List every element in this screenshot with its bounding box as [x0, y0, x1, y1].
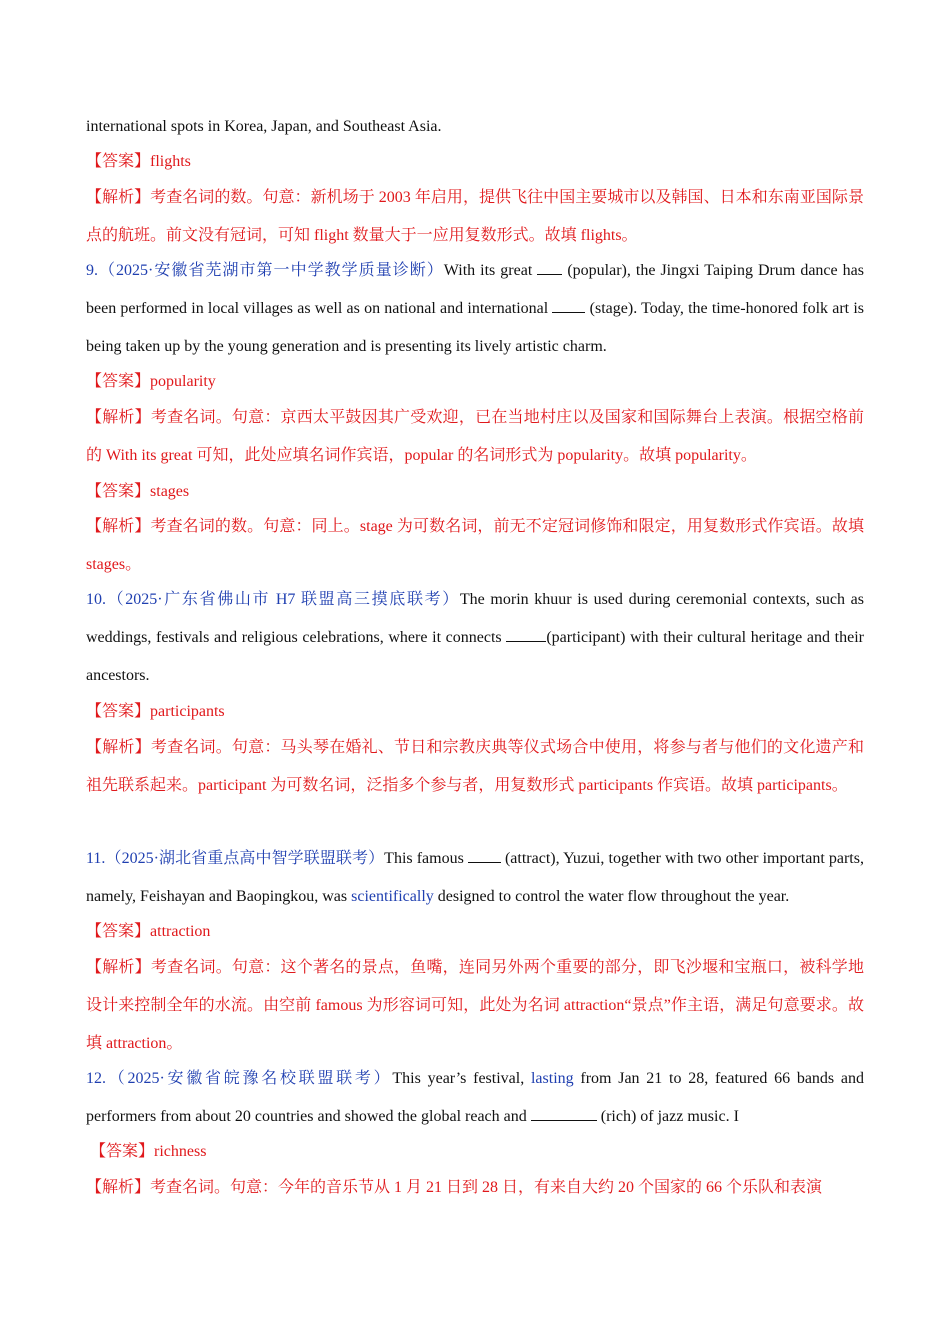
- question-number: 11.: [86, 850, 106, 867]
- analysis-tag: 【解析】: [86, 1179, 151, 1196]
- question-text: (rich) of jazz music. I: [596, 1108, 739, 1125]
- question-number: 9.: [86, 262, 98, 279]
- q12-answer-row: [90, 1141, 880, 1163]
- answer-blank: [468, 848, 501, 863]
- analysis-tag: 【解析】: [86, 518, 151, 535]
- question-text: (popular), the Jingxi Taiping Drum dance has been performed in local villages as well as on national and international: [86, 262, 864, 317]
- question-text: The morin khuur is used during ceremonial contexts, such as weddings, festivals and religious celebrations, where it connects: [86, 591, 864, 646]
- answer-tag: 【答案】: [86, 373, 151, 390]
- analysis-text: 考查名词的数。句意：新机场于 2003 年启用，提供飞往中国主要城市以及韩国、日本和东南亚国际景点的航班。前文没有冠词，可知 flight 数量大于一应用复数形式。故填 flights。: [86, 189, 864, 244]
- q9-answer-row-1: [86, 371, 876, 393]
- q11-analysis: [86, 949, 864, 1063]
- answer-tag: 【答案】: [90, 1143, 155, 1160]
- analysis-text: 考查名词。句意：京西太平鼓因其广受欢迎，已在当地村庄以及国家和国际舞台上表演。根据空格前的 With its great 可知，此处应填名词作宾语，popular 的名词形式为 popularity。故填 popularity。: [86, 409, 864, 464]
- analysis-tag: 【解析】: [86, 409, 151, 426]
- q9-analysis-1: [86, 399, 864, 475]
- question-text: (attract), Yuzui, together with two other important parts, namely, Feishayan and Baopingkou, was: [86, 850, 864, 905]
- analysis-text: 考查名词。句意：这个著名的景点，鱼嘴，连同另外两个重要的部分，即飞沙堰和宝瓶口，被科学地设计来控制全年的水流。由空前 famous 为形容词可知，此处为名词 attraction“景点”作主语，满足句意要求。故填 attraction。: [86, 959, 864, 1052]
- question-source: （2025·安徽省皖豫名校联盟联考）: [106, 1070, 393, 1087]
- q12-analysis: [86, 1177, 876, 1199]
- question-number: 10.: [86, 591, 106, 608]
- answer-blank: [552, 298, 585, 313]
- question-source: （2025·广东省佛山市 H7 联盟高三摸底联考）: [106, 591, 460, 608]
- answer-text: stages: [150, 483, 190, 500]
- answer-text: richness: [154, 1143, 207, 1160]
- analysis-text: 考查名词。句意：今年的音乐节从 1 月 21 日到 28 日，有来自大约 20 个国家的 66 个乐队和表演: [150, 1179, 823, 1196]
- answer-tag: 【答案】: [86, 923, 151, 940]
- answer-tag: 【答案】: [86, 703, 151, 720]
- q10-analysis: [86, 729, 864, 805]
- highlighted-word: lasting: [530, 1070, 574, 1087]
- prev-answer-row: [86, 151, 876, 173]
- question-source: （2025·湖北省重点高中智学联盟联考）: [105, 850, 385, 867]
- highlighted-word: scientifically: [351, 888, 434, 905]
- question-text: designed to control the water flow throughout the year.: [433, 888, 790, 905]
- analysis-tag: 【解析】: [86, 739, 151, 756]
- question-number: 12.: [86, 1070, 106, 1087]
- q11-answer-row: [86, 921, 876, 943]
- answer-text: attraction: [150, 923, 211, 940]
- question-10: [86, 581, 864, 695]
- answer-tag: 【答案】: [86, 153, 151, 170]
- analysis-text: 考查名词。句意：马头琴在婚礼、节日和宗教庆典等仪式场合中使用，将参与者与他们的文化遗产和祖先联系起来。participant 为可数名词，泛指多个参与者，用复数形式 participants 作宾语。故填 participants。: [86, 739, 864, 794]
- answer-tag: 【答案】: [86, 483, 151, 500]
- q10-answer-row: [86, 701, 876, 723]
- analysis-tag: 【解析】: [86, 189, 151, 206]
- question-text: (participant) with their cultural heritage and their ancestors.: [86, 629, 864, 684]
- question-source: （2025·安徽省芜湖市第一中学教学质量诊断）: [98, 262, 444, 279]
- prev-analysis: [86, 179, 864, 255]
- q9-answer-row-2: [86, 481, 876, 503]
- question-text: (stage). Today, the time-honored folk art is being taken up by the young generation and is presenting its lively artistic charm.: [86, 300, 864, 355]
- answer-blank: [531, 1106, 597, 1121]
- question-text: This year’s festival,: [392, 1070, 531, 1087]
- question-text: This famous: [384, 850, 468, 867]
- question-text: With its great: [443, 262, 538, 279]
- q9-analysis-2: [86, 508, 864, 584]
- question-text: from Jan 21 to 28, featured 66 bands and performers from about 20 countries and showed the global reach and: [86, 1070, 864, 1125]
- question-12: [86, 1060, 864, 1136]
- analysis-tag: 【解析】: [86, 959, 151, 976]
- question-11: [86, 840, 864, 916]
- answer-blank: [506, 627, 546, 642]
- answer-text: popularity: [150, 373, 216, 390]
- question-9: [86, 252, 864, 366]
- intro-line: international spots in Korea, Japan, and Southeast Asia.: [86, 118, 442, 135]
- answer-text: participants: [150, 703, 225, 720]
- answer-text: flights: [150, 153, 191, 170]
- answer-blank: [537, 260, 562, 275]
- analysis-text: 考查名词的数。句意：同上。stage 为可数名词，前无不定冠词修饰和限定，用复数形式作宾语。故填 stages。: [86, 518, 864, 573]
